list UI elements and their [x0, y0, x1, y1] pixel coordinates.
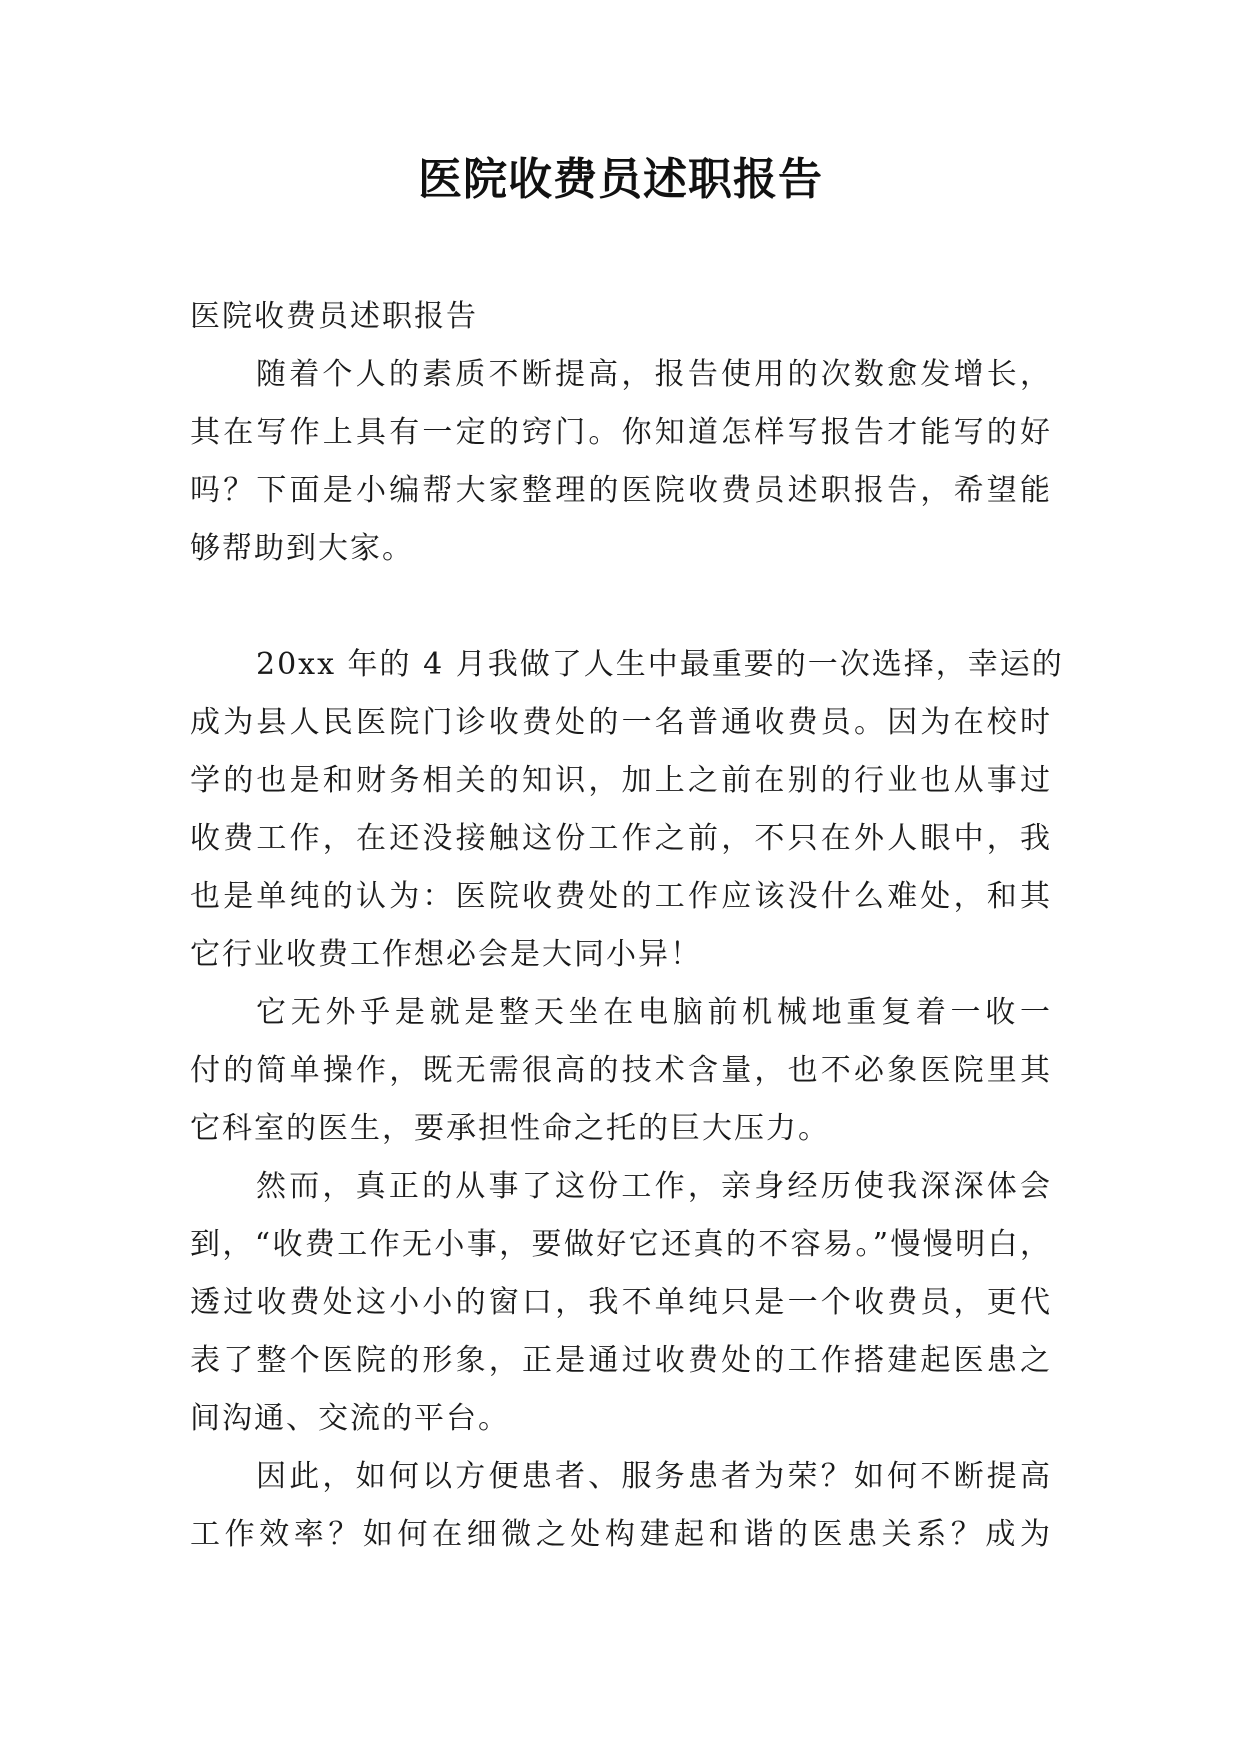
text-line: 它科室的医生，要承担性命之托的巨大压力。: [190, 1111, 830, 1146]
text-line: 收费工作，在还没接触这份工作之前，不只在外人眼中，我: [190, 821, 1052, 856]
text-line: 学的也是和财务相关的知识，加上之前在别的行业也从事过: [190, 763, 1052, 798]
text-line: 然而，真正的从事了这份工作，亲身经历使我深深体会: [256, 1169, 1052, 1204]
text-line: 成为县人民医院门诊收费处的一名普通收费员。因为在校时: [190, 705, 1052, 740]
document-body: [190, 288, 1064, 1564]
text-line: 因此，如何以方便患者、服务患者为荣？如何不断提高: [256, 1459, 1052, 1494]
text-line: 20xx 年的 4 月我做了人生中最重要的一次选择，幸运的: [256, 647, 1064, 682]
document-subtitle: 医院收费员述职报告: [190, 299, 478, 334]
text-line: 它行业收费工作想必会是大同小异！: [190, 937, 702, 972]
text-line: 随着个人的素质不断提高，报告使用的次数愈发增长，: [256, 357, 1052, 392]
text-line: 付的简单操作，既无需很高的技术含量，也不必象医院里其: [190, 1053, 1052, 1088]
text-line: 吗？下面是小编帮大家整理的医院收费员述职报告，希望能: [190, 473, 1052, 508]
document-title: 医院收费员述职报告: [418, 154, 823, 205]
text-line: 到，“收费工作无小事，要做好它还真的不容易。”慢慢明白，: [190, 1227, 1052, 1262]
text-line: 间沟通、交流的平台。: [190, 1401, 510, 1436]
text-line: 透过收费处这小小的窗口，我不单纯只是一个收费员，更代: [190, 1285, 1052, 1320]
text-line: 其在写作上具有一定的窍门。你知道怎样写报告才能写的好: [190, 415, 1052, 450]
paragraph-gap: [190, 578, 1052, 636]
text-line: 也是单纯的认为：医院收费处的工作应该没什么难处，和其: [190, 879, 1052, 914]
text-line: 够帮助到大家。: [190, 531, 414, 566]
text-line: 它无外乎是就是整天坐在电脑前机械地重复着一收一: [256, 995, 1052, 1030]
text-line: 表了整个医院的形象，正是通过收费处的工作搭建起医患之: [190, 1343, 1052, 1378]
text-line: 工作效率？如何在细微之处构建起和谐的医患关系？成为: [190, 1517, 1052, 1552]
